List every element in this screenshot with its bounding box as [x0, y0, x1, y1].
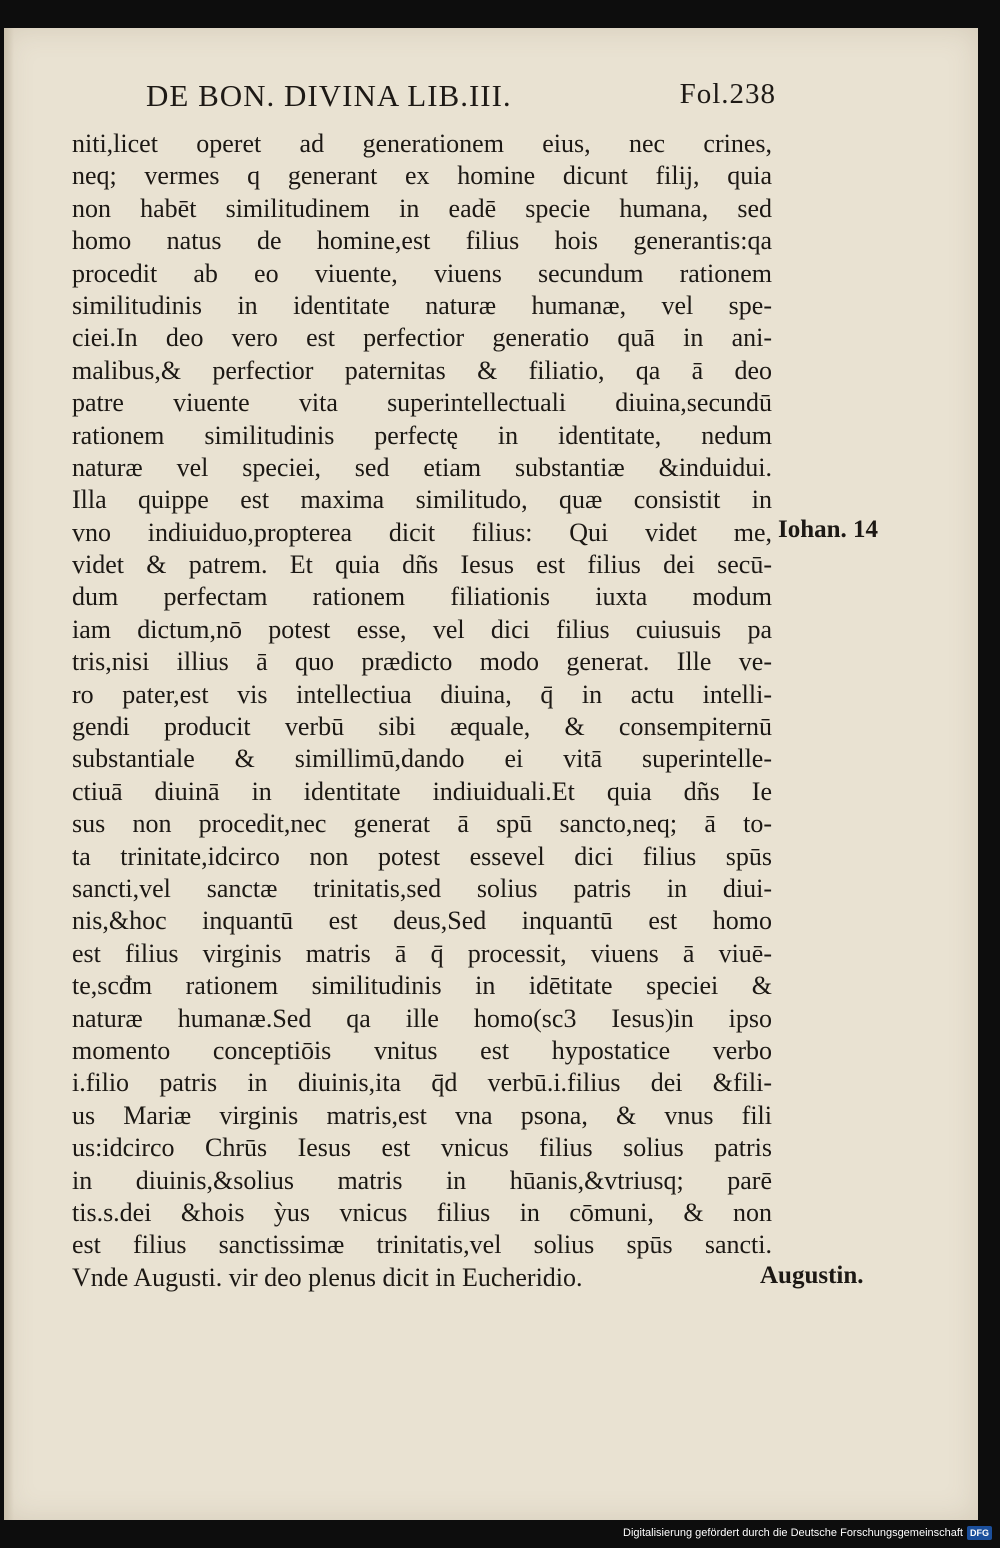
text-line: neq; vermes q generant ex homine dicunt filij, quia [72, 161, 772, 191]
text-line: te,scđm rationem similitudinis in idētitate speciei & [72, 971, 772, 1001]
text-line: ctiuā diuinā in identitate indiuiduali.Et quia dñs Ie [72, 776, 772, 806]
text-line: vno indiuiduo,propterea dicit filius: Qui videt me, [72, 517, 772, 547]
credit-text: Digitalisierung gefördert durch die Deutsche Forschungsgemeinschaft [623, 1527, 963, 1539]
margin-note-johan: Iohan. 14 [778, 516, 879, 543]
text-line: malibus,& perfectior paternitas & filiatio, qa ā deo [72, 355, 772, 385]
text-line: ciei.In deo vero est perfectior generatio quā in ani- [72, 323, 772, 353]
text-line: tris,nisi illius ā quo prædicto modo generat. Ille ve- [72, 647, 772, 677]
running-head [146, 78, 776, 114]
running-head-title: DE BON. DIVINA LIB.III. [146, 78, 512, 113]
folio-number: Fol.238 [679, 78, 776, 110]
page-gutter-shadow [4, 28, 14, 1520]
text-line: patre viuente vita superintellectuali diuina,secundū [72, 388, 772, 418]
text-line: homo natus de homine,est filius hois generantis:qa [72, 226, 772, 256]
margin-note-augustin: Augustin. [760, 1262, 864, 1289]
main-text-block [72, 128, 772, 1294]
text-line: naturæ humanæ.Sed qa ille homo(sc3 Iesus)in ipso [72, 1003, 772, 1033]
text-line: videt & patrem. Et quia dñs Iesus est filius dei secū- [72, 550, 772, 580]
text-line: naturæ vel speciei, sed etiam substantiæ &induidui. [72, 452, 772, 482]
text-line: us:idcirco Chrūs Iesus est vnicus filius solius patris [72, 1133, 772, 1163]
text-line: similitudinis in identitate naturæ humanæ, vel spe- [72, 290, 772, 320]
text-line: sancti,vel sanctæ trinitatis,sed solius patris in diui- [72, 873, 772, 903]
text-line: Illa quippe est maxima similitudo, quæ consistit in [72, 485, 772, 515]
text-line: ta trinitate,idcirco non potest essevel dici filius spūs [72, 841, 772, 871]
text-line: ro pater,est vis intellectiua diuina, q̄ in actu intelli- [72, 679, 772, 709]
text-line: rationem similitudinis perfectę in identitate, nedum [72, 420, 772, 450]
text-line: non habēt similitudinem in eadē specie humana, sed [72, 193, 772, 223]
text-line: est filius virginis matris ā q̄ processit, viuens ā viuē- [72, 938, 772, 968]
text-line: tis.s.dei &hois ỳus vnicus filius in cōmuni, & non [72, 1197, 772, 1227]
dfg-logo-icon: DFG [967, 1526, 992, 1540]
text-line: iam dictum,nō potest esse, vel dici filius cuiusuis pa [72, 614, 772, 644]
text-line: est filius sanctissimæ trinitatis,vel solius spūs sancti. [72, 1230, 772, 1260]
text-line: procedit ab eo viuente, viuens secundum rationem [72, 258, 772, 288]
text-line: niti,licet operet ad generationem eius, nec crines, [72, 129, 772, 158]
text-line: sus non procedit,nec generat ā spū sancto,neq; ā to- [72, 809, 772, 839]
text-line: in diuinis,&solius matris in hūanis,&vtriusq; parē [72, 1165, 772, 1195]
text-line: momento conceptiōis vnitus est hypostatice verbo [72, 1035, 772, 1065]
digitization-credit [623, 1524, 992, 1542]
text-line: nis,&hoc inquantū est deus,Sed inquantū est homo [72, 906, 772, 936]
text-line: Vnde Augusti. vir deo plenus dicit in Eucheridio. [72, 1262, 583, 1292]
text-line: gendi producit verbū sibi æquale, & consempiternū [72, 712, 772, 742]
text-line: substantiale & simillimū,dando ei vitā superintelle- [72, 744, 772, 774]
text-line: dum perfectam rationem filiationis iuxta modum [72, 582, 772, 612]
text-line: i.filio patris in diuinis,ita q̄d verbū.i.filius dei &fili- [72, 1068, 772, 1098]
text-line: us Mariæ virginis matris,est vna psona, & vnus fili [72, 1100, 772, 1130]
